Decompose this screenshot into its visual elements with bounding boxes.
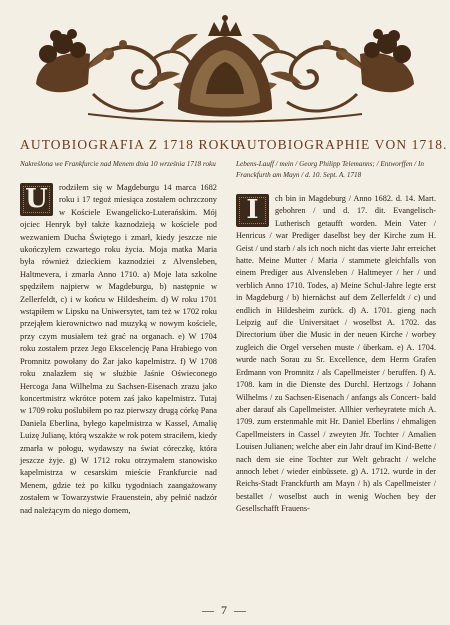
german-subtitle: Lebens-Lauff / mein / Georg Philipp Telemanns; / Entworffen / In Franckfurth am Mayn / d. 10. Sept. A. 1718 [236, 160, 424, 179]
german-dropcap: I [236, 194, 269, 227]
polish-body [20, 182, 217, 517]
polish-dropcap: U [20, 183, 53, 216]
german-body [236, 193, 436, 516]
german-title: AUTOBIOGRAPHIE VON 1718. [236, 137, 448, 152]
page-number: — 7 — [202, 603, 248, 617]
polish-column [20, 137, 242, 517]
polish-title: AUTOBIOGRAFIA Z 1718 ROKU [20, 137, 242, 152]
german-body-text: ch bin in Magdeburg / Anno 1682. d. 14. Mart. gebohren / und d. 17. dit. Evangelisch-Lutherisch getaufft worden. Mein Vater / Henricus / war Prediger daselbst bey der Kirche zum H. Geist / und starb / als ich noch nicht das vierte Jahr erreichet hatte. Meine Mutter / Maria / stammete gleichfalls von einem Prediger aus Alvensleben / Haltmeyer / her / und verblich Anno 1710. Todes, a) Meine Schul-Jahre legte erst in Magdeburg / b) hiernächst auf dem Zellerfeldt / c) und endlich in Hildesheim zurück. d) A. 1701. gieng nach Leipzig auf die Universitaet / woselbst A. 1702. das Directorium über die Music in der neuen Kirche / worbey zugleich die Orgel versehen muste / überkam. e) A. 1704. wurde nach Sorau zu Sr. Excellence, dem Herrn Grafen Erdmann von Promnitz / als Capellmeister / beruffen. f) A. 1708. kam in die Dienste des Durchl. Hertzogs / Johann Wilhelms / zu Sachsen-Eisenach / anfangs als Concert- bald aber darauf als Capellmeister. Allhier verheyratete mich A. 1709. zum erstenmahle mit Hr. Daniel Eberlins / ehmaligen Capellmeisters in Cassel / zweyten Jfr. Tochter / Amalien Louisen Julianen; welche aber ein Jahr drauf im Kind-Bette / nach dem sie eine Tochter zur Welt gebracht / welche annoch lebet / wieder einbüssete. g) A. 1712. wurde in der Reichs-Stadt Franckfurth am Mayn / h) als Capellmeister / bestallet / woselbst auch in wenig Wochen bey der Gesellschafft Frauens- [236, 194, 436, 514]
polish-subtitle: Nakreślona we Frankfurcie nad Menem dnia 10 września 1718 roku [20, 160, 216, 168]
baroque-headpiece-ornament [28, 14, 422, 126]
polish-body-text: rodziłem się w Magdeburgu 14 marca 1682 roku i 17 tegoż miesiąca zostałem ochrzczony w Kościele Ewangelicko-Luterańskim. Mój ojciec Henryk był także kaznodzieją w kościele pod wezwaniem Ducha Świętego i zmarł, kiedy jeszcze nie ukończyłem czwartego roku życia. Moja matka Maria była również dzieckiem kaznodziei z Alvensleben, Haltmevera, i zmarła Anno 1710. a) Moje lata szkolne spędziłem najpierw w Magdeburgu, b) następnie w Zellerfeldt, c) i w końcu w Hildesheim. d) W roku 1701 wstąpiłem w Lipsku na Uniwersytet, tam też w 1702 roku przejąłem kierownictwo nad muzyką w nowym kościele, przy czym musiałem też grać na organach. e) W 1704 roku zostałem przez Jego Ekscelencję Pana Hrabiego von Promnitz powołany do Żar jako kapelmistrz. f) W 1708 roku znalazłem się w służbie Jaśnie Oświeconego Hercoga Jana Wilhelma zu Sachsen-Eisenach zrazu jako koncertmistrz wkrótce potem zaś jako kapelmistrz. Tutaj w 1709 roku poślubiłem po raz pierwszy drugą córkę Pana Daniela Eberlina, byłego kapelmistrza w Kassel, Amalię Luizę Julianę, którą wszakże w rok potem straciłem, kiedy zmarła w połogu, wydawszy na świat córeczkę, która jeszcze żyje. g) W 1712 roku otrzymałem stanowisko kapelmistrza w cesarskim mieście Frankfurcie nad Menem, gdzie też po kilku tygodniach zaangażowany zostałem w Towarzystwie Frauenstein, aby pełnić nadzór nad należącym do niego domem, [20, 183, 217, 515]
german-column [236, 137, 448, 516]
